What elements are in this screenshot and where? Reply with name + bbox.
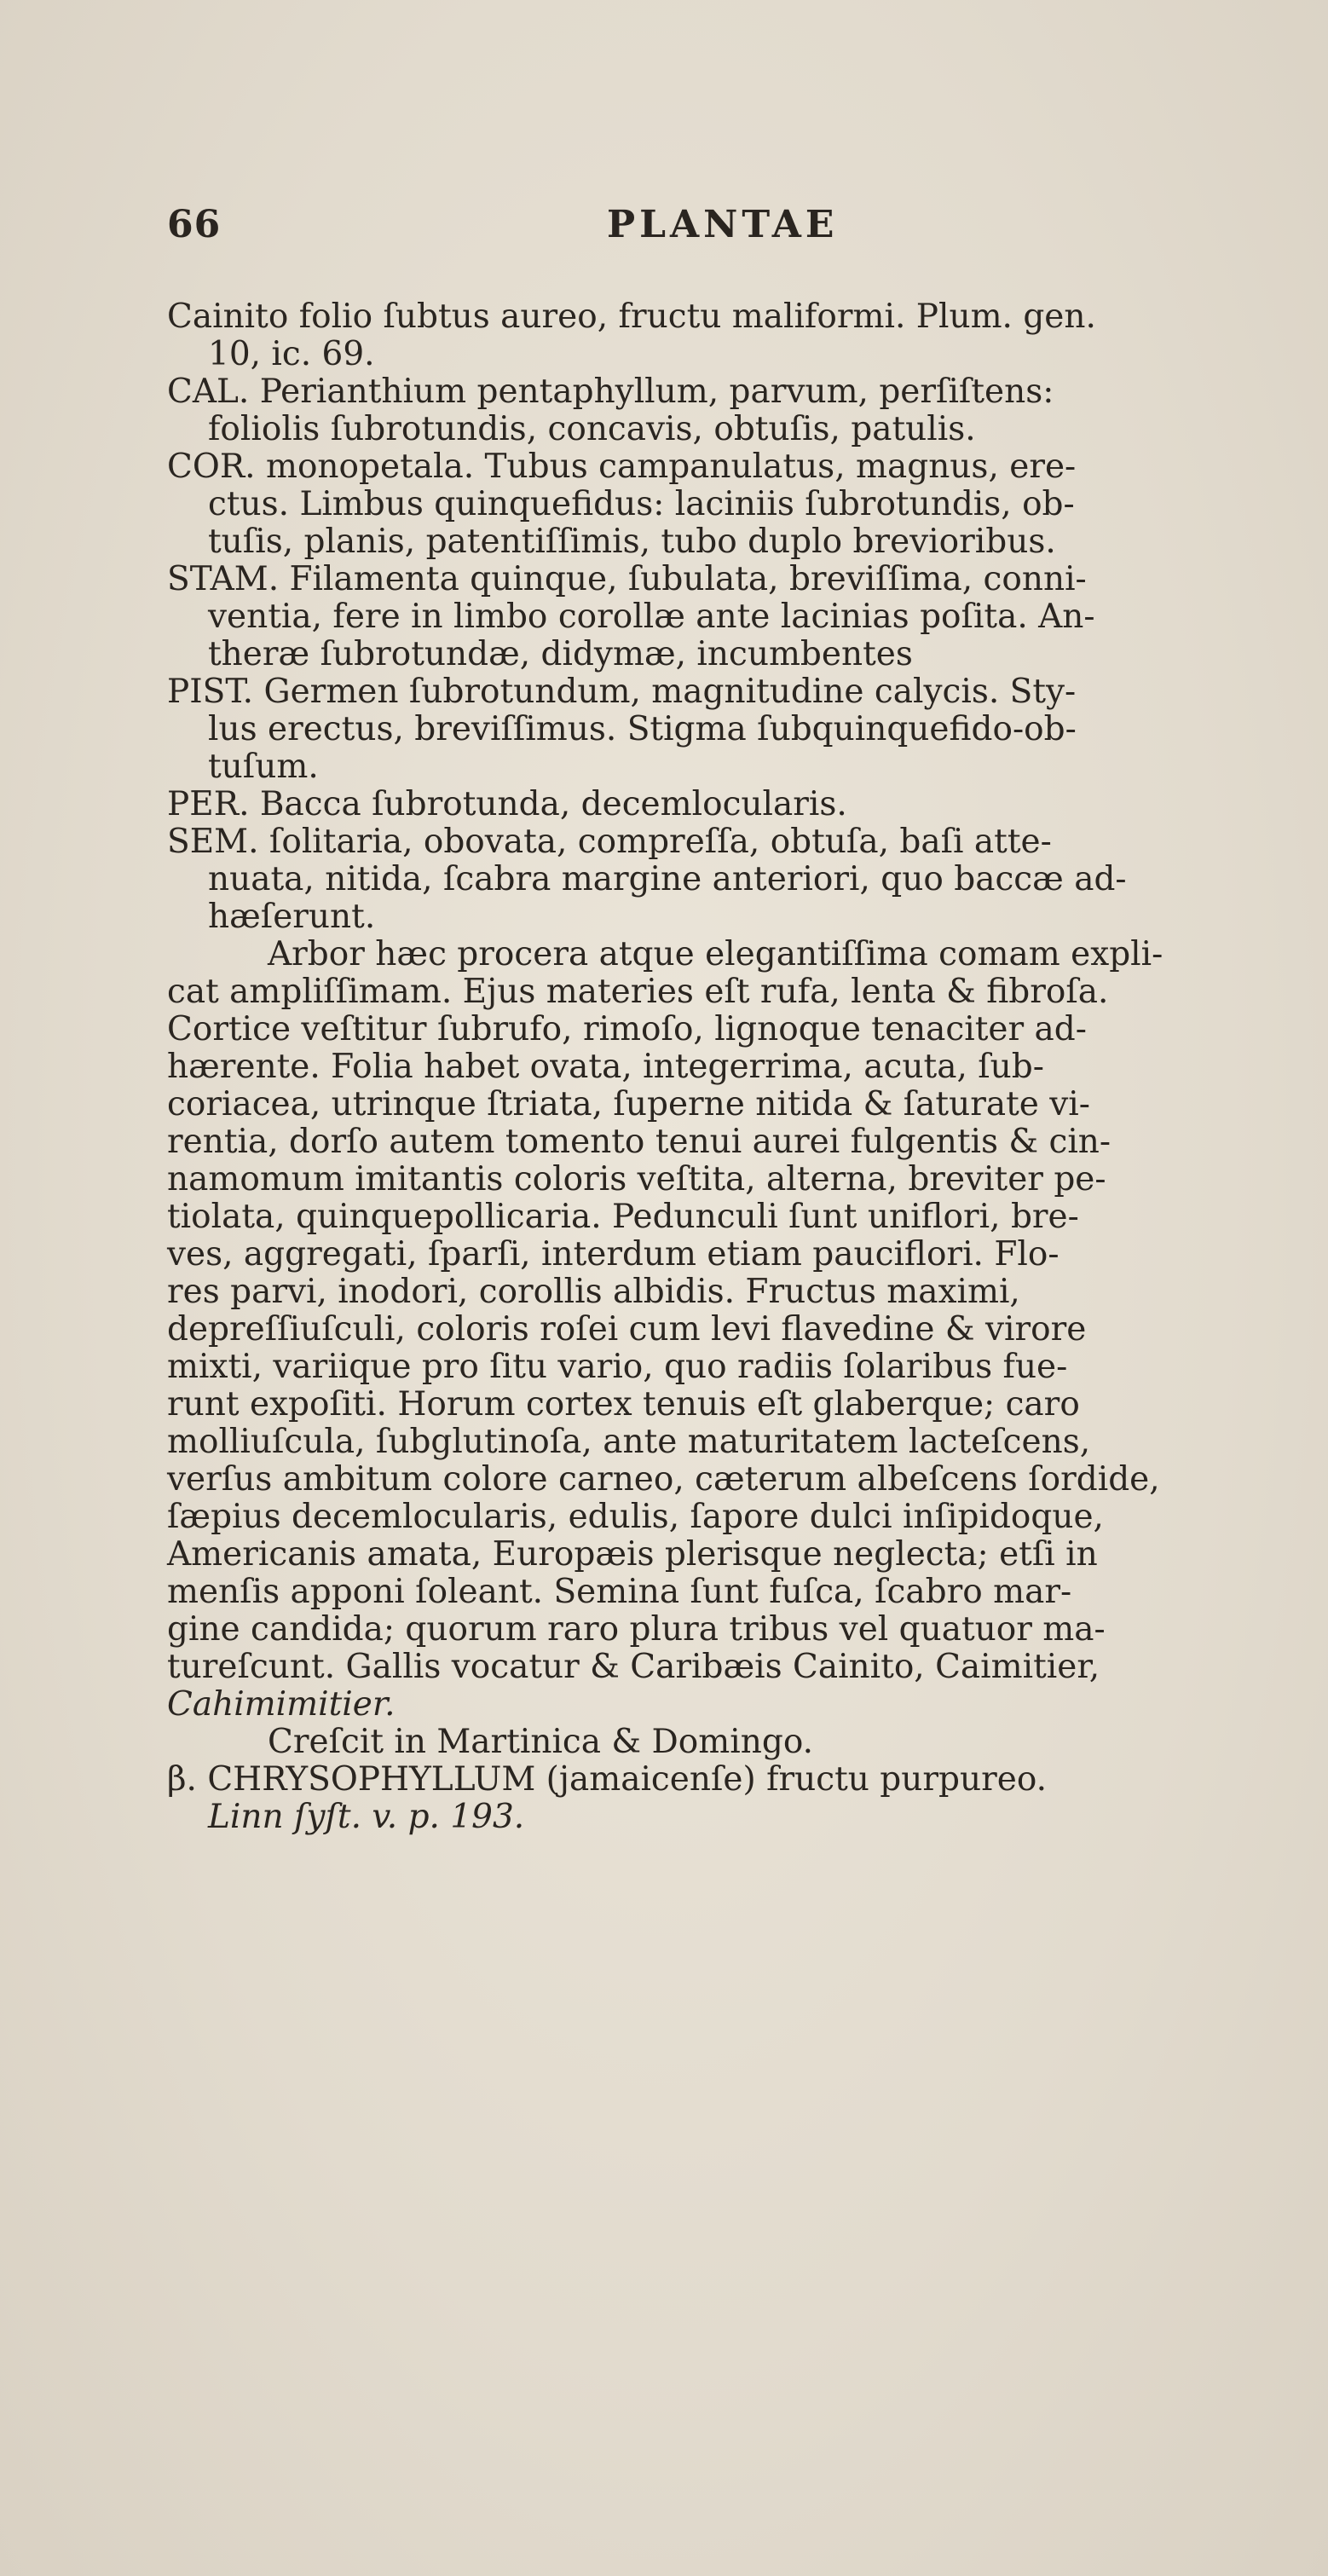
text-line: res parvi, inodori, corollis albidis. Fructus maximi, xyxy=(167,1273,1020,1311)
text-line: cat ampliſſimam. Ejus materies eſt rufa, lenta & fibroſa. xyxy=(167,973,1109,1011)
text-line: hæſerunt. xyxy=(208,898,376,936)
text-line: theræ ſubrotundæ, didymæ, incumbentes xyxy=(208,635,913,673)
text-line: STAM. Filamenta quinque, ſubulata, breviſſima, conni- xyxy=(167,560,1087,598)
text-line: ves, aggregati, ſparſi, interdum etiam pauciflori. Flo- xyxy=(167,1235,1060,1274)
text-line: SEM. ſolitaria, obovata, compreſſa, obtuſa, baſi atte- xyxy=(167,823,1052,861)
text-line: menſis apponi ſoleant. Semina ſunt fuſca, ſcabro mar- xyxy=(167,1573,1072,1611)
text-line: ctus. Limbus quinquefidus: laciniis ſubrotundis, ob- xyxy=(208,485,1075,523)
page-number: 66 xyxy=(167,203,222,246)
text-line: tureſcunt. Gallis vocatur & Caribæis Cainito, Caimitier, xyxy=(167,1648,1100,1686)
text-line: ſæpius decemlocularis, edulis, ſapore dulci inſipidoque, xyxy=(167,1498,1104,1536)
text-line: Linn ſyſt. v. p. 193. xyxy=(208,1798,525,1836)
text-line: PIST. Germen ſubrotundum, magnitudine calycis. Sty- xyxy=(167,673,1077,711)
text-line: ventia, fere in limbo corollæ ante lacinias poſita. An- xyxy=(208,598,1095,636)
text-line: CAL. Perianthium pentaphyllum, parvum, perſiſtens: xyxy=(167,373,1054,411)
text-line: tuſum. xyxy=(208,748,319,786)
text-line: PER. Bacca ſubrotunda, decemlocularis. xyxy=(167,785,847,823)
text-line: COR. monopetala. Tubus campanulatus, magnus, ere- xyxy=(167,448,1077,486)
text-line: depreſſiuſculi, coloris roſei cum levi flavedine & virore xyxy=(167,1310,1087,1349)
text-line: rentia, dorſo autem tomento tenui aurei fulgentis & cin- xyxy=(167,1123,1111,1161)
text-line: Arbor hæc procera atque elegantiſſima comam expli- xyxy=(268,935,1163,973)
text-line: gine candida; quorum raro plura tribus vel quatuor ma- xyxy=(167,1610,1106,1649)
text-line: foliolis ſubrotundis, concavis, obtuſis, patulis. xyxy=(208,410,976,448)
text-line: tiolata, quinquepollicaria. Pedunculi ſunt uniflori, bre- xyxy=(167,1198,1079,1236)
text-line: mixti, variique pro ſitu vario, quo radiis ſolaribus fue- xyxy=(167,1348,1068,1386)
text-line: runt expoſiti. Horum cortex tenuis eſt glaberque; caro xyxy=(167,1385,1080,1424)
text-line: lus erectus, breviſſimus. Stigma ſubquinquefido-ob- xyxy=(208,710,1077,748)
body-text xyxy=(167,298,1318,1836)
text-line: molliuſcula, ſubglutinoſa, ante maturitatem lacteſcens, xyxy=(167,1423,1091,1461)
text-line: coriacea, utrinque ſtriata, ſuperne nitida & ſaturate vi- xyxy=(167,1085,1090,1123)
text-line: 10, ic. 69. xyxy=(208,335,375,373)
text-line: β. CHRYSOPHYLLUM (jamaicenſe) fructu purpureo. xyxy=(167,1760,1048,1799)
text-line: Americanis amata, Europæis plerisque neglecta; etſi in xyxy=(167,1535,1098,1574)
text-line: namomum imitantis coloris veſtita, alterna, breviter pe- xyxy=(167,1160,1106,1198)
text-line: tuſis, planis, patentiſſimis, tubo duplo brevioribus. xyxy=(208,523,1056,561)
text-line: Creſcit in Martinica & Domingo. xyxy=(268,1723,814,1761)
text-line: verſus ambitum colore carneo, cæterum albeſcens ſordide, xyxy=(167,1460,1160,1499)
text-line: Cahimimitier. xyxy=(167,1685,396,1724)
text-line: hærente. Folia habet ovata, integerrima, acuta, ſub- xyxy=(167,1048,1044,1086)
text-line: Cortice veſtitur ſubrufo, rimoſo, lignoque tenaciter ad- xyxy=(167,1010,1087,1048)
text-line: Cainito folio ſubtus aureo, fructu maliformi. Plum. gen. xyxy=(167,297,1096,336)
page-header xyxy=(167,203,1190,254)
text-line: nuata, nitida, ſcabra margine anteriori, quo baccæ ad- xyxy=(208,860,1127,898)
running-title: PLANTAE xyxy=(607,203,839,246)
